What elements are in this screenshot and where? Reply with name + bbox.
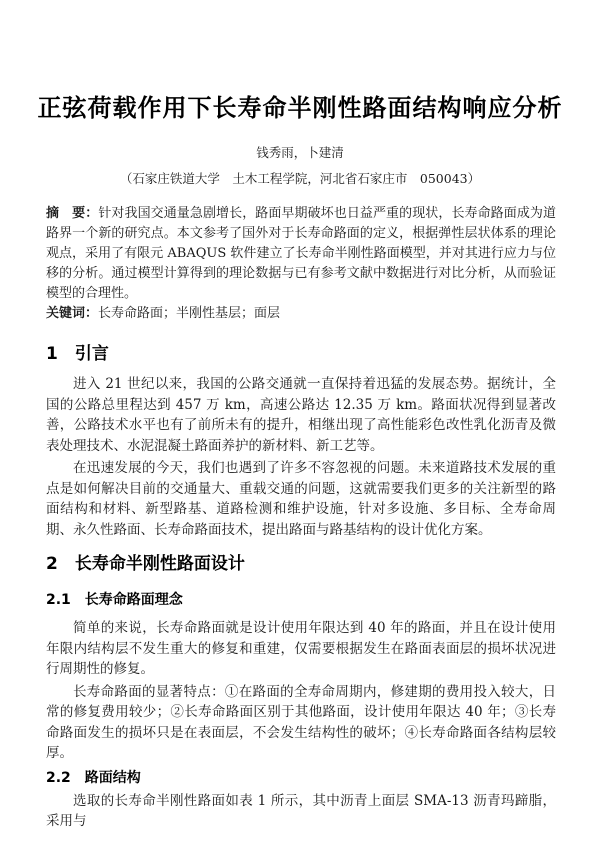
keywords-text: 长寿命路面；半刚性基层；面层 [98, 306, 281, 322]
section-2-1-para-2: 长寿命路面的显著特点：①在路面的全寿命周期内，修建期的费用投入较大，日常的修复费用较少；②长寿命路面区别于其他路面，设计使用年限达 40 年；③长寿命路面发生的损坏只是在表面层，不会发生结构性的破坏；④长寿命路面各结构层较厚。 [46, 683, 556, 762]
section-1-heading: 1 引言 [46, 344, 109, 365]
paper-authors: 钱秀雨，卜建清 [256, 145, 344, 161]
abstract-paragraph [46, 204, 556, 304]
paper-title: 正弦荷载作用下长寿命半刚性路面结构响应分析 [37, 94, 563, 122]
abstract-block [46, 204, 556, 324]
section-1-para-2: 在迅速发展的今天，我们也遇到了许多不容忽视的问题。未来道路技术发展的重点是如何解决目前的交通量大、重载交通的问题，这就需要我们更多的关注新型的路面结构和材料、新型路基、道路检测和维护设施，针对多设施、多目标、全寿命周期、永久性路面、长寿命路面技术，提出路面与路基结构的设计优化方案。 [46, 460, 556, 538]
section-2-1-heading: 2.1 长寿命路面理念 [46, 592, 183, 609]
section-2-1-para-1: 简单的来说，长寿命路面就是设计使用年限达到 40 年的路面，并且在设计使用年限内结构层不发生重大的修复和重建，仅需要根据发生在路面表面层的损坏状况进行周期性的修复。 [46, 620, 556, 678]
paper-affiliation: （石家庄铁道大学 土木工程学院，河北省石家庄市 050043） [119, 171, 481, 187]
paper-page [0, 92, 600, 860]
section-2-2-heading: 2.2 路面结构 [46, 769, 141, 786]
abstract-text: 针对我国交通量急剧增长，路面早期破坏也日益严重的现状，长寿命路面成为道路界一个新的研究点。本文参考了国外对于长寿命路面的定义，根据弹性层状体系的理论观点，采用了有限元 ABAQUS 软件建立了长寿命半刚性路面模型，并对其进行应力与位移的分析。通过模型计算得到的理论数据与已有参考文献中数据进行对比分析，从而验证模型的合理性。 [46, 206, 556, 302]
section-2-heading: 2 长寿命半刚性路面设计 [46, 554, 245, 575]
abstract-label: 摘 要： [46, 206, 99, 222]
keywords-label: 关键词： [46, 306, 99, 322]
section-1-para-1: 进入 21 世纪以来，我国的公路交通就一直保持着迅猛的发展态势。据统计，全国的公路总里程达到 457 万 km，高速公路达 12.35 万 km。路面状况得到显著改善，公路技术水平也有了前所未有的提升，相继出现了高性能彩色改性乳化沥青及微表处理技术、水泥混凝土路面养护的新材料、新工艺等。 [46, 376, 556, 454]
keywords-line [46, 304, 556, 324]
section-2-2-para-1: 选取的长寿命半刚性路面如表 1 所示，其中沥青上面层 SMA-13 沥青玛蹄脂，采用与 [46, 792, 556, 830]
